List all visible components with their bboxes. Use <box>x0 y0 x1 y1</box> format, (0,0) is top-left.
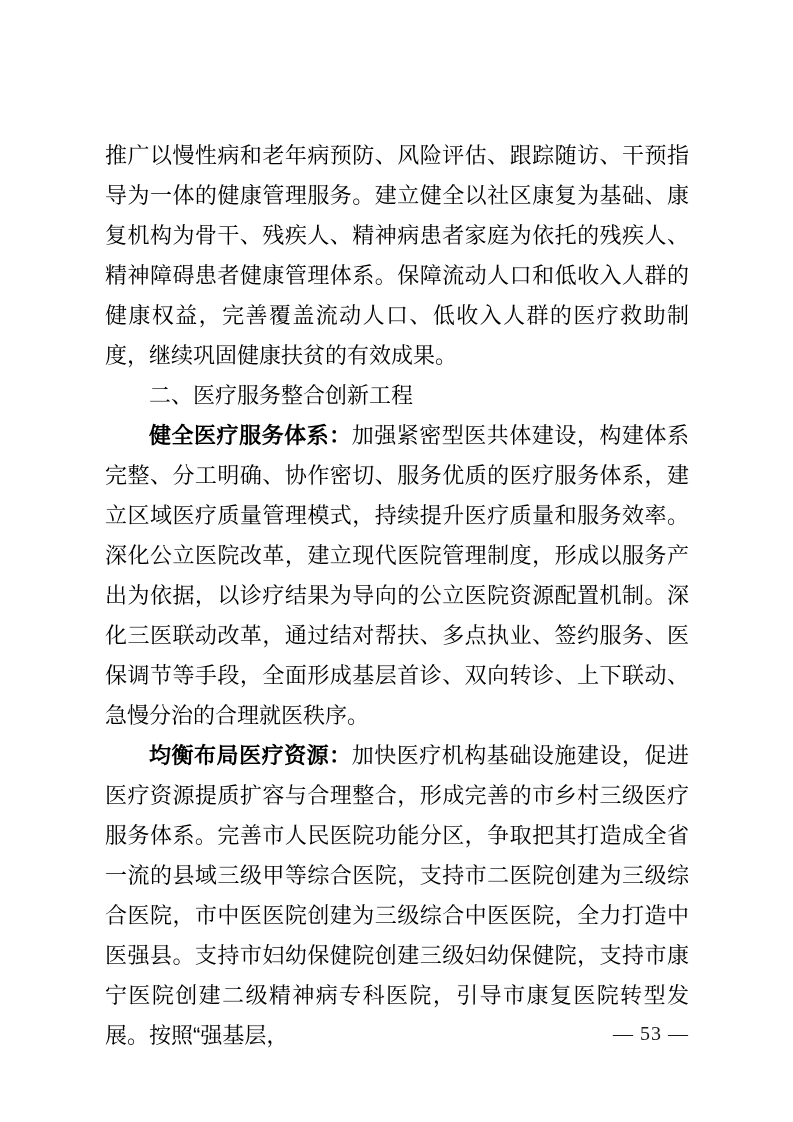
continuation-paragraph: 推广以慢性病和老年病预防、风险评估、跟踪随访、干预指导为一体的健康管理服务。建立健全以社区康复为基础、康复机构为骨干、残疾人、精神病患者家庭为依托的残疾人、精神障碍患者健康管理体系。保障流动人口和低收入人群的健康权益，完善覆盖流动人口、低收入人群的医疗救助制度，继续巩固健康扶贫的有效成果。 <box>105 143 689 368</box>
paragraph-body-text: 加强紧密型医共体建设，构建体系完整、分工明确、协作密切、服务优质的医疗服务体系，建立区域医疗质量管理模式，持续提升医疗质量和服务效率。深化公立医院改革，建立现代医院管理制度，形成以服务产出为依据，以诊疗结果为导向的公立医院资源配置机制。深化三医联动改革，通过结对帮扶、多点执业、签约服务、医保调节等手段，全面形成基层首诊、双向转诊、上下联动、急慢分治的合理就医秩序。 <box>105 423 689 728</box>
paragraph-healthcare-system <box>105 416 689 736</box>
paragraph-body-text: 加快医疗机构基础设施建设，促进医疗资源提质扩容与合理整合，形成完善的市乡村三级医疗服务体系。完善市人民医院功能分区，争取把其打造成全省一流的县域三级甲等综合医院，支持市二医院创建为三级综合医院，市中医医院创建为三级综合中医医院，全力打造中医强县。支持市妇幼保健院创建三级妇幼保健院，支持市康宁医院创建二级精神病专科医院，引导市康复医院转型发展。按照“强基层， <box>105 743 689 1048</box>
page-number: — 53 — <box>613 1023 689 1045</box>
paragraph-lead-bold: 均衡布局医疗资源： <box>149 743 352 768</box>
paragraph-lead-bold: 健全医疗服务体系： <box>149 423 352 448</box>
text-block <box>105 136 689 1056</box>
section-heading: 二、医疗服务整合创新工程 <box>149 383 414 408</box>
paragraph-medical-resources <box>105 736 689 1056</box>
